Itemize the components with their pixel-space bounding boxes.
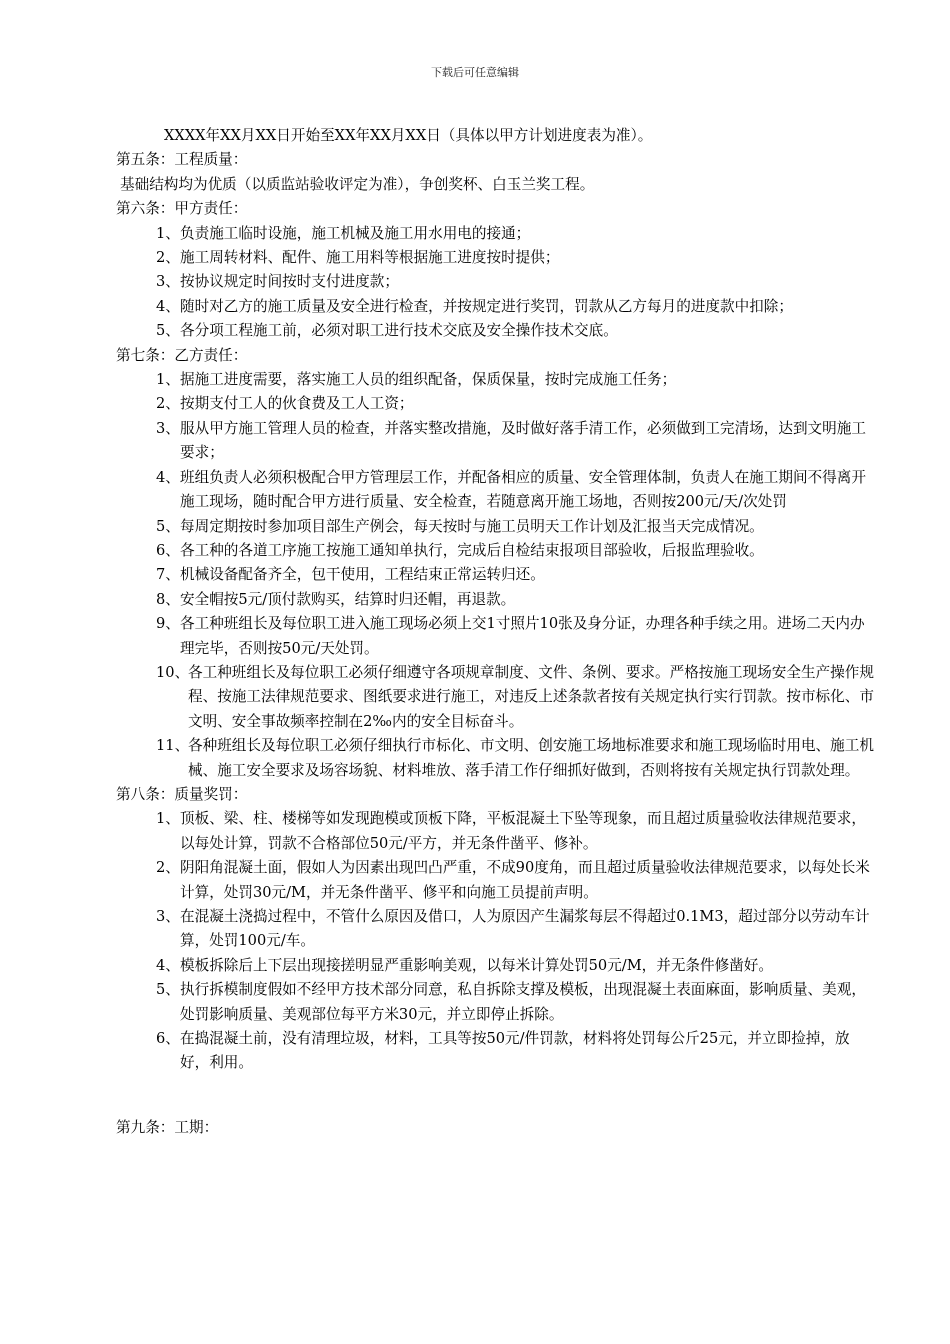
section-8-item	[116, 807, 876, 856]
item-text: 在捣混凝土前，没有清理垃圾，材料，工具等按50元/件罚款，材料将处罚每公斤25元，并立即捡掉，放好，利用。	[180, 1030, 850, 1072]
item-number: 1、	[156, 224, 180, 242]
section-6-title: 第六条：甲方责任：	[116, 200, 248, 218]
item-text: 服从甲方施工管理人员的检查，并落实整改措施，及时做好落手清工作，必须做到工完清场，达到文明施工要求；	[180, 419, 866, 462]
section-6-item	[116, 222, 876, 246]
item-text: 顶板、梁、柱、楼梯等如发现跑模或顶板下降，平板混凝土下坠等现象，而且超过质量验收法律规范要求，以每处计算，罚款不合格部位50元/平方，并无条件凿平、修补。	[180, 810, 866, 852]
item-number: 9、	[156, 615, 180, 633]
section-7-item	[116, 417, 876, 466]
item-number: 4、	[156, 956, 180, 974]
item-text: 施工周转材料、配件、施工用料等根据施工进度按时提供；	[180, 249, 560, 267]
item-text: 按协议规定时间按时支付进度款；	[180, 273, 399, 291]
item-number: 4、	[156, 297, 180, 315]
document-body	[116, 124, 876, 1140]
section-7-title: 第七条：乙方责任：	[116, 346, 248, 364]
section-7-item	[116, 515, 876, 539]
section-9-title: 第九条：工期：	[116, 1118, 219, 1136]
section-7-item	[116, 661, 876, 734]
section-6-item	[116, 295, 876, 319]
item-text: 安全帽按5元/顶付款购买，结算时归还帽，再退款。	[180, 590, 516, 608]
item-text: 各分项工程施工前，必须对职工进行技术交底及安全操作技术交底。	[180, 322, 618, 340]
section-7-item	[116, 539, 876, 563]
item-number: 5、	[156, 517, 180, 535]
item-text: 随时对乙方的施工质量及安全进行检查，并按规定进行奖罚，罚款从乙方每月的进度款中扣除；	[180, 297, 793, 315]
item-number: 1、	[156, 810, 180, 828]
item-text: 各工种班组长及每位职工进入施工现场必须上交1寸照片10张及身分证，办理各种手续之用。进场二天内办理完毕，否则按50元/天处罚。	[180, 615, 865, 657]
section-8-item	[116, 856, 876, 905]
section-6-item	[116, 319, 876, 343]
item-text: 每周定期按时参加项目部生产例会，每天按时与施工员明天工作计划及汇报当天完成情况。	[180, 517, 764, 535]
section-5-text: 基础结构均为优质（以质监站验收评定为准），争创奖杯、白玉兰奖工程。	[120, 175, 595, 193]
item-number: 6、	[156, 1030, 180, 1048]
section-8-item	[116, 1027, 876, 1076]
item-text: 机械设备配备齐全，包干使用，工程结束正常运转归还。	[180, 566, 545, 584]
section-8-item	[116, 905, 876, 954]
section-7-item	[116, 612, 876, 661]
section-6-item	[116, 246, 876, 270]
section-5-title: 第五条：工程质量：	[116, 151, 248, 169]
item-number: 11、	[156, 737, 190, 755]
item-number: 2、	[156, 395, 180, 413]
item-text: 在混凝土浇捣过程中，不管什么原因及借口，人为原因产生漏浆每层不得超过0.1M3，超过部分以劳动车计算，处罚100元/车。	[180, 908, 870, 950]
item-number: 3、	[156, 419, 180, 437]
section-7-item	[116, 466, 876, 515]
item-number: 5、	[156, 322, 180, 340]
item-number: 5、	[156, 981, 180, 999]
item-text: 模板拆除后上下层出现接搓明显严重影响美观，以每米计算处罚50元/M，并无条件修凿好。	[180, 956, 773, 974]
section-8-item	[116, 978, 876, 1027]
item-number: 1、	[156, 371, 180, 389]
item-number: 3、	[156, 908, 180, 925]
item-number: 6、	[156, 541, 180, 559]
item-text: 据施工进度需要，落实施工人员的组织配备，保质保量，按时完成施工任务；	[180, 371, 677, 389]
section-7-item	[116, 392, 876, 416]
item-number: 4、	[156, 468, 180, 486]
section-7-item	[116, 368, 876, 392]
item-number: 2、	[156, 859, 180, 877]
spacer	[116, 1076, 876, 1116]
item-text: 按期支付工人的伙食费及工人工资；	[180, 395, 414, 413]
intro-paragraph: XXXX年XX月XX日开始至XX年XX月XX日（具体以甲方计划进度表为准）。	[164, 127, 653, 144]
item-text: 班组负责人必须积极配合甲方管理层工作，并配备相应的质量、安全管理体制，负责人在施工期间不得离开施工现场，随时配合甲方进行质量、安全检查，若随意离开施工场地，否则按200元/天/次处罚	[180, 468, 866, 511]
item-number: 7、	[156, 566, 180, 584]
section-8-item	[116, 954, 876, 978]
item-text: 各工种的各道工序施工按施工通知单执行，完成后自检结束报项目部验收，后报监理验收。	[180, 541, 764, 559]
section-6-item	[116, 270, 876, 294]
section-8-title: 第八条：质量奖罚：	[116, 785, 248, 803]
item-number: 10、	[156, 663, 190, 681]
section-7-item	[116, 563, 876, 587]
item-number: 8、	[156, 590, 180, 608]
item-text: 各种班组长及每位职工必须仔细执行市标化、市文明、创安施工场地标准要求和施工现场临时用电、施工机械、施工安全要求及场容场貌、材料堆放、落手清工作仔细抓好做到，否则将按有关规定执行罚款处理。	[188, 737, 874, 779]
page-header: 下载后可任意编辑	[431, 66, 519, 79]
section-7-item	[116, 734, 876, 783]
item-text: 阴阳角混凝土面，假如人为因素出现凹凸严重，不成90度角，而且超过质量验收法律规范要求，以每处长米计算，处罚30元/M，并无条件凿平、修平和向施工员提前声明。	[180, 859, 870, 901]
item-text: 负责施工临时设施，施工机械及施工用水用电的接通；	[180, 224, 531, 242]
section-7-item	[116, 588, 876, 612]
item-number: 3、	[156, 273, 180, 291]
item-text: 执行拆模制度假如不经甲方技术部分同意，私自拆除支撑及模板，出现混凝土表面麻面，影响质量、美观，处罚影响质量、美观部位每平方米30元，并立即停止拆除。	[180, 981, 866, 1023]
item-text: 各工种班组长及每位职工必须仔细遵守各项规章制度、文件、条例、要求。严格按施工现场安全生产操作规程、按施工法律规范要求、图纸要求进行施工，对违反上述条款者按有关规定执行实行罚款。按市标化、市文明、安全事故频率控制在2‰内的安全目标奋斗。	[188, 663, 874, 730]
item-number: 2、	[156, 249, 180, 267]
